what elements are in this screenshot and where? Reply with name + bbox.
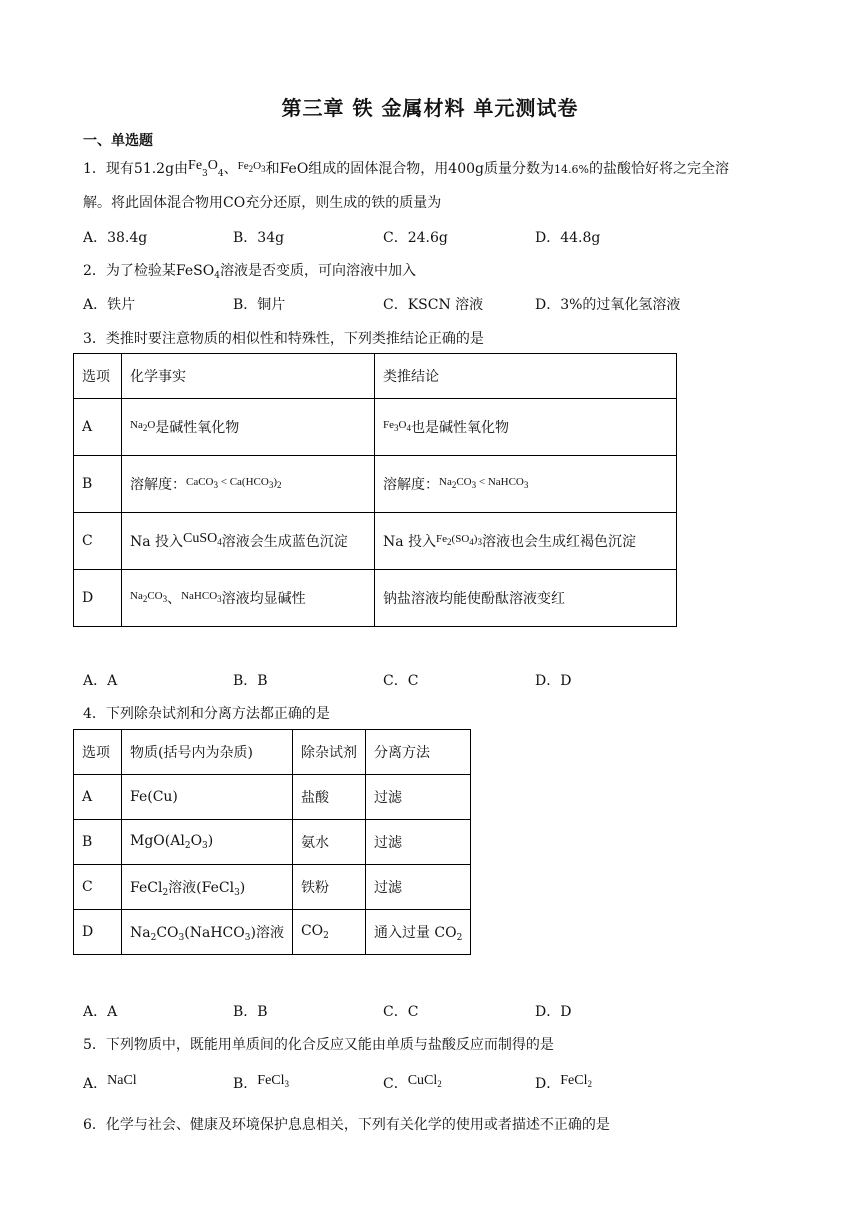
q5-option-b[interactable]: B．FeCl$_3$ — [233, 1073, 290, 1092]
table-cell: $MgO(Al_2O_3)$ — [122, 820, 293, 865]
table-cell: 铁粉 — [292, 865, 365, 910]
page-title: 第三章 铁 金属材料 单元测试卷 — [281, 96, 579, 120]
table-header-row — [74, 354, 677, 399]
table-header-cell: 分离方法 — [365, 730, 470, 775]
q2-option-c[interactable]: C．KSCN 溶液 — [383, 297, 484, 313]
table-cell: A — [74, 399, 122, 456]
q1-option-b[interactable]: B．34g — [233, 230, 285, 246]
table-header-cell: 类推结论 — [375, 354, 677, 399]
q3-option-c[interactable]: C．C — [383, 673, 419, 689]
table-cell: 氨水 — [292, 820, 365, 865]
table-cell: Na 投入$^{Fe_2(SO_4)_3}$溶液也会生成红褐色沉淀 — [375, 513, 677, 570]
q3-option-a[interactable]: A．A — [83, 673, 118, 689]
question-6-stem: 6．化学与社会、健康及环境保护息息相关，下列有关化学的使用或者描述不正确的是 — [83, 1117, 610, 1133]
table-row — [74, 399, 677, 456]
table-cell: Fe(Cu) — [122, 775, 293, 820]
table-row — [74, 513, 677, 570]
table-row — [74, 775, 471, 820]
table-cell: FeCl$_2$溶液(FeCl$_3$) — [122, 865, 293, 910]
question-4-stem: 4．下列除杂试剂和分离方法都正确的是 — [83, 706, 330, 722]
q2-option-d[interactable]: D．3%的过氧化氢溶液 — [535, 297, 681, 313]
table-cell: C — [74, 513, 122, 570]
table-cell: $^{Fe_3O_4}$也是碱性氧化物 — [375, 399, 677, 456]
question-5-stem: 5．下列物质中，既能用单质间的化合反应又能由单质与盐酸反应而制得的是 — [83, 1037, 554, 1053]
table-header-row — [74, 730, 471, 775]
table-cell: $Na_2CO_3(NaHCO_3)$溶液 — [122, 910, 293, 955]
table-row — [74, 820, 471, 865]
q5-option-d[interactable]: D．FeCl$_2$ — [535, 1073, 592, 1092]
q1-option-a[interactable]: A．38.4g — [83, 230, 148, 246]
q2-option-a[interactable]: A．铁片 — [83, 297, 136, 313]
q4-table — [73, 729, 471, 955]
table-cell: C — [74, 865, 122, 910]
table-header-cell: 选项 — [74, 354, 122, 399]
table-cell: 溶解度：$^{CaCO_3 < Ca(HCO_3)_2}$ — [122, 456, 375, 513]
table-cell: D — [74, 910, 122, 955]
q4-option-d[interactable]: D．D — [535, 1004, 572, 1020]
q3-option-b[interactable]: B．B — [233, 673, 268, 689]
table-header-cell: 除杂试剂 — [292, 730, 365, 775]
table-header-cell: 物质(括号内为杂质) — [122, 730, 293, 775]
q5-option-a[interactable]: A．NaCl — [83, 1073, 137, 1092]
q2-option-b[interactable]: B．铜片 — [233, 297, 286, 313]
table-row — [74, 570, 677, 627]
table-cell: B — [74, 456, 122, 513]
q3-option-d[interactable]: D．D — [535, 673, 572, 689]
table-cell: 钠盐溶液均能使酚酞溶液变红 — [375, 570, 677, 627]
q1-option-d[interactable]: D．44.8g — [535, 230, 601, 246]
table-header-cell: 选项 — [74, 730, 122, 775]
table-cell: 盐酸 — [292, 775, 365, 820]
table-cell: $CO_2$ — [292, 910, 365, 955]
q3-table — [73, 353, 677, 627]
q4-option-a[interactable]: A．A — [83, 1004, 118, 1020]
table-cell: Na 投入CuSO$_4$溶液会生成蓝色沉淀 — [122, 513, 375, 570]
table-row — [74, 865, 471, 910]
section-heading-single-choice: 一、单选题 — [83, 133, 153, 149]
q4-option-b[interactable]: B．B — [233, 1004, 268, 1020]
q5-option-c[interactable]: C．CuCl$_2$ — [383, 1073, 442, 1092]
table-cell: 过滤 — [365, 865, 470, 910]
table-cell: B — [74, 820, 122, 865]
table-cell: D — [74, 570, 122, 627]
table-cell: $^{Na_2O}$是碱性氧化物 — [122, 399, 375, 456]
table-cell: 过滤 — [365, 820, 470, 865]
table-cell: 溶解度：$^{Na_2CO_3 < NaHCO_3}$ — [375, 456, 677, 513]
q1-option-c[interactable]: C．24.6g — [383, 230, 448, 246]
question-1-line-2: 解。将此固体混合物用CO充分还原，则生成的铁的质量为 — [83, 195, 442, 211]
table-cell: 过滤 — [365, 775, 470, 820]
table-cell: 通入过量 $CO_2$ — [365, 910, 470, 955]
table-cell: A — [74, 775, 122, 820]
q4-option-c[interactable]: C．C — [383, 1004, 419, 1020]
question-3-stem: 3．类推时要注意物质的相似性和特殊性，下列类推结论正确的是 — [83, 331, 484, 347]
question-2-stem: 2．为了检验某FeSO$_4$溶液是否变质，可向溶液中加入 — [83, 263, 416, 281]
table-cell: $^{Na_2CO_3}$、$^{NaHCO_3}$溶液均显碱性 — [122, 570, 375, 627]
question-1-line-1: 1．现有51.2g由$Fe_3O_4$、$^{Fe_2O_3}$和FeO组成的固体混合物，用400g质量分数为14.6%的盐酸恰好将之完全溶 — [83, 158, 729, 179]
table-header-cell: 化学事实 — [122, 354, 375, 399]
table-row — [74, 456, 677, 513]
table-row — [74, 910, 471, 955]
